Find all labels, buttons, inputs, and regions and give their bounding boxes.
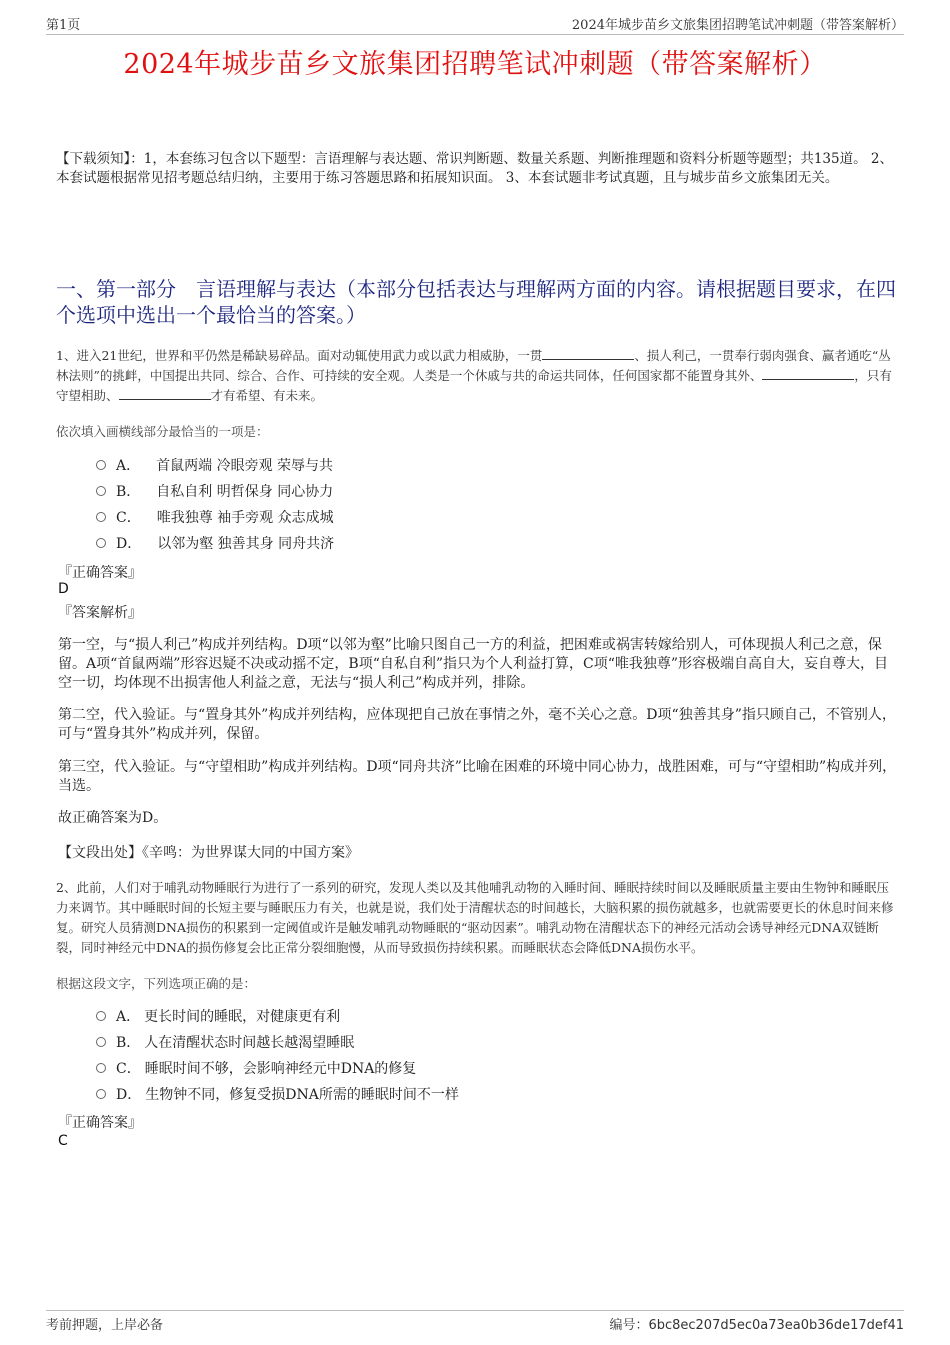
radio-button[interactable] [96,1037,106,1047]
option-letter: C． [116,510,141,526]
option-text: 睡眠时间不够，会影响神经元中DNA的修复 [144,1061,417,1077]
footer-slogan: 考前押题，上岸必备 [46,1318,164,1333]
question-1-analysis-paragraph: 第三空，代入验证。与“守望相助”构成并列结构。D项“同舟共济”比喻在困难的环境中同心协力，战胜困难，可与“守望相助”构成并列，当选。 [58,759,897,794]
radio-button[interactable] [96,538,106,548]
question-1-text-part-a: 1、进入21世纪，世界和平仍然是稀缺易碎品。面对动辄使用武力或以武力相威胁，一贯 [56,348,543,363]
fill-blank-3 [119,386,211,400]
question-1-analysis-label: 『答案解析』 [58,605,142,621]
question-1-text-part-b: 、损人利己，一贯奉行弱肉强食、赢者通吃“丛林法则”的挑衅，中国提出共同、综合、合作、可持续的安全观。人类是一个休戚与共的命运共同体，任何国家都不能置身其外、 [56,348,891,383]
question-2-answer-label: 『正确答案』 [58,1115,142,1131]
page-header [46,12,904,35]
option-letter: B． [116,1035,141,1051]
option-letter: D． [116,536,142,552]
question-2-option-b[interactable] [96,1033,354,1053]
page-footer [46,1310,904,1333]
option-text: 自私自利 明哲保身 同心协力 [156,484,334,500]
option-letter: B． [116,484,141,500]
radio-button[interactable] [96,1011,106,1021]
footer-code-value: 6bc8ec207d5ec0a73ea0b36de17def41 [648,1318,904,1333]
question-2-option-a[interactable] [96,1007,340,1027]
question-1-option-b[interactable] [96,482,333,502]
footer-code-label: 编号： [609,1318,649,1333]
question-2-prompt: 根据这段文字，下列选项正确的是： [56,976,257,991]
question-1-answer-label: 『正确答案』 [58,565,142,581]
option-letter: A． [116,1009,141,1025]
question-1-option-a[interactable] [96,456,333,476]
section-title: 一、第一部分 言语理解与表达（本部分包括表达与理解两方面的内容。请根据题目要求，在四个选项中选出一个最恰当的答案。） [56,277,896,327]
option-text: 人在清醒状态时间越长越渴望睡眠 [144,1035,355,1051]
radio-button[interactable] [96,460,106,470]
page-number: 第1页 [46,18,81,33]
question-1-analysis-paragraph: 第二空，代入验证。与“置身其外”构成并列结构，应体现把自己放在事情之外，毫不关心之意。D项“独善其身”指只顾自己，不管别人，可与“置身其外”构成并列，保留。 [58,707,896,742]
footer-code [609,1314,904,1333]
option-text: 以邻为壑 独善其身 同舟共济 [157,536,335,552]
question-2-option-d[interactable] [96,1085,459,1105]
download-notice: 【下载须知】：1，本套练习包含以下题型：言语理解与表达题、常识判断题、数量关系题、判断推理题和资料分析题等题型；共135道。 2、本套试题根据常见招考题总结归纳，主要用于练习答题思路和拓展知识面。 3、本套试题非考试真题，且与城步苗乡文旅集团无关。 [56,151,893,186]
fill-blank-2 [762,366,854,380]
radio-button[interactable] [96,1089,106,1099]
radio-button[interactable] [96,486,106,496]
option-text: 唯我独尊 袖手旁观 众志成城 [156,510,334,526]
question-2-text: 2、此前，人们对于哺乳动物睡眠行为进行了一系列的研究，发现人类以及其他哺乳动物的入睡时间、睡眠持续时间以及睡眠质量主要由生物钟和睡眠压力来调节。其中睡眠时间的长短主要与睡眠压力有关，也就是说，我们处于清醒状态的时间越长，大脑积累的损伤就越多，也就需要更长的休息时间来修复。研究人员猜测DNA损伤的积累到一定阈值或许是触发哺乳动物睡眠的“驱动因素”。哺乳动物在清醒状态下的神经元活动会诱导神经元DNA双链断裂，同时神经元中DNA的损伤修复会比正常分裂细胞慢，从而导致损伤持续积累。而睡眠状态会降低DNA损伤水平。 [56,880,894,955]
radio-button[interactable] [96,512,106,522]
question-1-text-part-c: ，只有守望相助、 [56,368,892,403]
question-1-prompt: 依次填入画横线部分最恰当的一项是： [56,424,269,439]
question-1-answer: D [58,581,69,597]
question-2-option-c[interactable] [96,1059,416,1079]
option-letter: C． [116,1061,141,1077]
option-letter: A． [116,458,141,474]
question-1-text [56,346,898,406]
option-text: 生物钟不同，修复受损DNA所需的睡眠时间不一样 [145,1087,459,1103]
option-letter: D． [116,1087,142,1103]
question-1-conclusion: 故正确答案为D。 [58,810,168,826]
question-1-option-c[interactable] [96,508,334,528]
question-1-text-part-d: 才有希望、有未来。 [210,388,324,403]
header-doc-title: 2024年城步苗乡文旅集团招聘笔试冲刺题（带答案解析） [571,18,904,33]
option-text: 首鼠两端 冷眼旁观 荣辱与共 [156,458,334,474]
question-1-analysis-paragraph: 第一空，与“损人利己”构成并列结构。D项“以邻为壑”比喻只图自己一方的利益，把困难或祸害转嫁给别人，可体现损人利己之意，保留。A项“首鼠两端”形容迟疑不决或动摇不定，B项“自私自利”指只为个人利益打算，C项“唯我独尊”形容极端自高自大，妄自尊大，目空一切，均体现不出损害他人利益之意，无法与“损人利己”构成并列，排除。 [58,637,889,691]
question-1-source: 【文段出处】《辛鸣：为世界谋大同的中国方案》 [58,845,359,861]
radio-button[interactable] [96,1063,106,1073]
question-2-answer: C [58,1133,68,1149]
question-1-option-d[interactable] [96,534,334,554]
fill-blank-1 [542,346,634,360]
option-text: 更长时间的睡眠，对健康更有利 [144,1009,341,1025]
document-title: 2024年城步苗乡文旅集团招聘笔试冲刺题（带答案解析） [123,49,827,80]
